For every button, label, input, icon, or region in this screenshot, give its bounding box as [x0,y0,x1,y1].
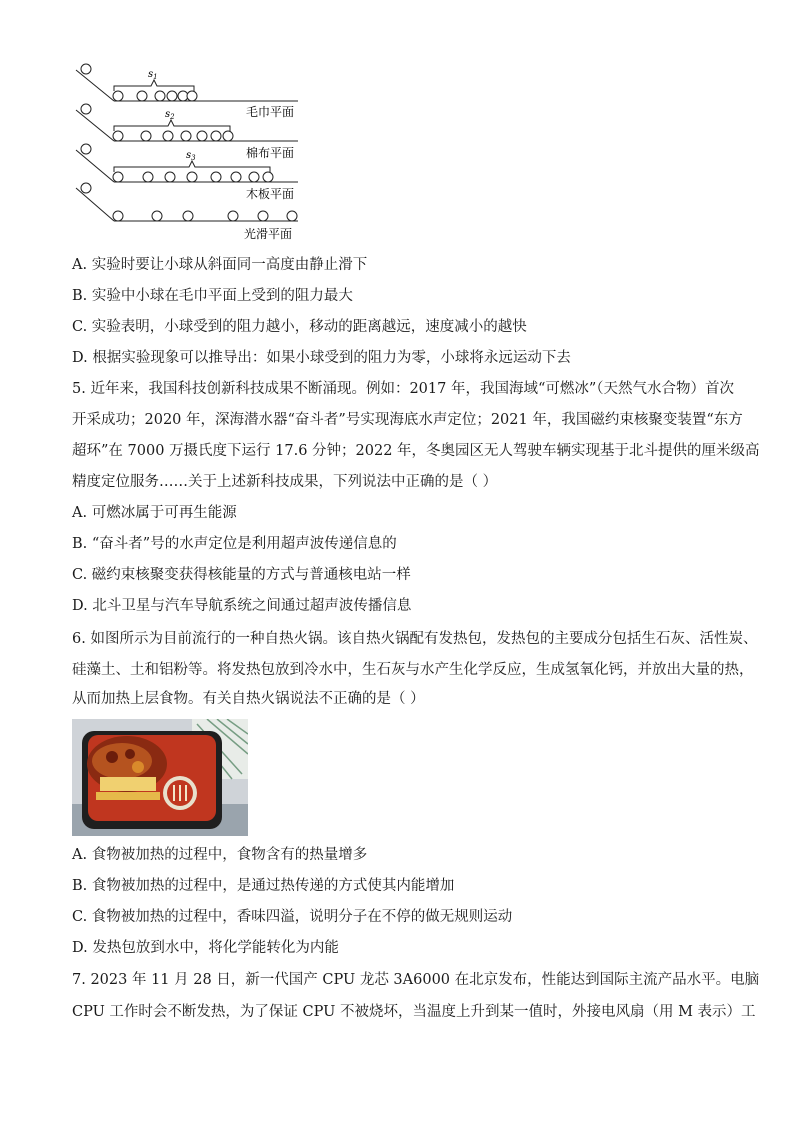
q6-option-a: A. 食物被加热的过程中，食物含有的热量增多 [72,847,368,863]
surface-label-smooth: 光滑平面 [244,227,293,241]
ball [231,172,241,182]
ball [249,172,259,182]
q4-option-a: A. 实验时要让小球从斜面同一高度由静止滑下 [72,257,368,273]
self-heating-hotpot-photo [72,719,248,836]
q4-option-b: B. 实验中小球在毛巾平面上受到的阻力最大 [72,288,353,304]
ball [187,172,197,182]
ball [183,211,193,221]
ball [181,131,191,141]
distance-label-s1: $s_1$ [148,69,158,81]
q7-stem-line-1: 7. 2023 年 11 月 28 日，新一代国产 CPU 龙芯 3A6000 在北京发布，性能达到国际主流产品水平。电脑 [72,972,760,988]
distance-label-s3: $s_3$ [186,150,196,162]
ball [187,91,197,101]
q5-option-a: A. 可燃冰属于可再生能源 [72,505,237,521]
ball [113,131,123,141]
ball [137,91,147,101]
friction-experiment-diagram [70,58,310,248]
ball [141,131,151,141]
ball [113,211,123,221]
ball [258,211,268,221]
ball [263,172,273,182]
q6-option-c: C. 食物被加热的过程中，香味四溢，说明分子在不停的做无规则运动 [72,909,513,925]
ball [211,131,221,141]
surface-label-wood: 木板平面 [246,187,295,201]
ball [165,172,175,182]
ball [167,91,177,101]
q6-option-b: B. 食物被加热的过程中，是通过热传递的方式使其内能增加 [72,878,455,894]
ball [152,211,162,221]
q5-option-b: B. “奋斗者”号的水声定位是利用超声波传递信息的 [72,536,397,552]
ball [197,131,207,141]
ball [228,211,238,221]
distance-label-s2: $s_2$ [165,109,175,121]
ball [113,91,123,101]
q4-option-c: C. 实验表明，小球受到的阻力越小，移动的距离越远，速度减小的越快 [72,319,527,335]
ball [163,131,173,141]
ball [155,91,165,101]
q5-stem-line-3: 超环”在 7000 万摄氏度下运行 17.6 分钟；2022 年，冬奥园区无人驾驶车辆实现基于北斗提供的厘米级高 [72,443,760,459]
ball [211,172,221,182]
q6-stem-line-2: 硅藻土、土和铝粉等。将发热包放到冷水中，生石灰与水产生化学反应，生成氢氧化钙，并放出大量的热， [72,662,754,678]
q6-stem-line-3: 从而加热上层食物。有关自热火锅说法不正确的是（ ） [72,691,425,707]
ball [287,211,297,221]
q5-stem-line-2: 开采成功；2020 年，深海潜水器“奋斗者”号实现海底水声定位；2021 年，我国磁约束核聚变装置“东方 [72,412,743,428]
surface-label-towel: 毛巾平面 [246,105,295,119]
q5-stem-line-4: 精度定位服务……关于上述新科技成果，下列说法中正确的是（ ） [72,474,498,490]
q5-option-d: D. 北斗卫星与汽车导航系统之间通过超声波传播信息 [72,598,412,614]
q6-stem-line-1: 6. 如图所示为目前流行的一种自热火锅。该自热火锅配有发热包，发热包的主要成分包括生石灰、活性炭、 [72,631,758,647]
ball [223,131,233,141]
ball [113,172,123,182]
q7-stem-line-2: CPU 工作时会不断发热，为了保证 CPU 不被烧坏，当温度上升到某一值时，外接电风扇（用 M 表示）工 [72,1004,756,1020]
q5-option-c: C. 磁约束核聚变获得核能量的方式与普通核电站一样 [72,567,411,583]
q5-stem-line-1: 5. 近年来，我国科技创新科技成果不断涌现。例如：2017 年，我国海域“可燃冰”（天然气水合物）首次 [72,381,735,397]
surface-label-cotton: 棉布平面 [246,146,295,160]
q4-option-d: D. 根据实验现象可以推导出：如果小球受到的阻力为零，小球将永远运动下去 [72,350,571,366]
q6-option-d: D. 发热包放到水中，将化学能转化为内能 [72,940,339,956]
ball [143,172,153,182]
ramp-towel [76,64,298,119]
